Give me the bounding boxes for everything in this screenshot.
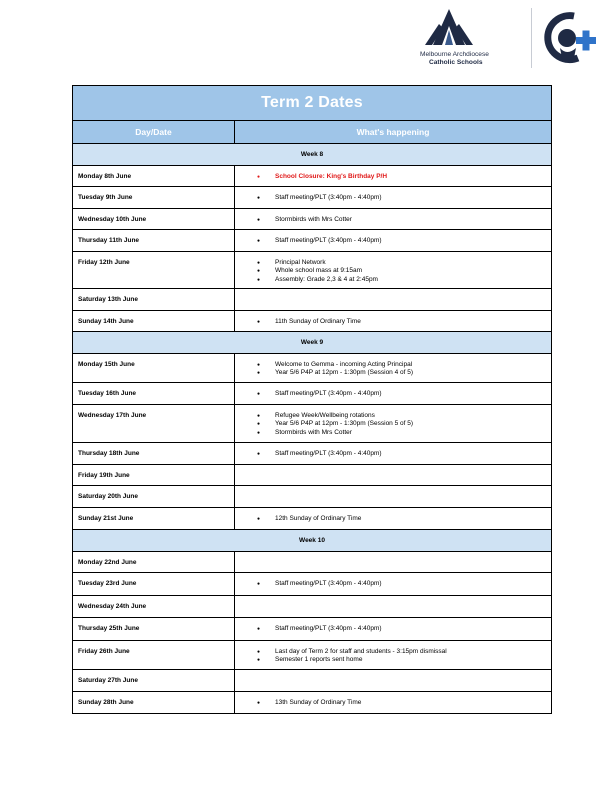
event-list [235, 216, 551, 224]
day-events [235, 405, 552, 443]
event-list [235, 361, 551, 378]
event-item: ● Staff meeting/PLT (3:40pm - 4:40pm) [257, 237, 551, 245]
table-row [73, 289, 552, 311]
event-item: ● Staff meeting/PLT (3:40pm - 4:40pm) [257, 450, 551, 458]
day-events [235, 618, 552, 641]
table-row [73, 311, 552, 332]
day-events [235, 508, 552, 530]
event-list [235, 412, 551, 437]
day-date: Wednesday 10th June [73, 209, 235, 230]
day-date: Sunday 28th June [73, 692, 235, 714]
day-date: Thursday 11th June [73, 230, 235, 252]
table-row [73, 443, 552, 465]
day-events [235, 486, 552, 508]
col-header-events: What's happening [235, 121, 552, 144]
day-date: Thursday 25th June [73, 618, 235, 641]
day-date: Thursday 18th June [73, 443, 235, 465]
event-item: ● 13th Sunday of Ordinary Time [257, 699, 551, 707]
day-date: Monday 8th June [73, 166, 235, 187]
event-list [235, 318, 551, 326]
event-item: ● Year 5/6 P4P at 12pm - 1:30pm (Session 4 of 5) [257, 369, 551, 377]
day-date: Friday 12th June [73, 252, 235, 289]
day-date: Saturday 20th June [73, 486, 235, 508]
table-row [73, 166, 552, 187]
table-title-row [73, 86, 552, 121]
org-name-line1: Melbourne Archdiocese [420, 51, 489, 58]
table-row [73, 552, 552, 573]
day-events [235, 596, 552, 618]
event-item: ● Staff meeting/PLT (3:40pm - 4:40pm) [257, 580, 551, 588]
event-list [235, 259, 551, 284]
event-item: ● Principal Network [257, 259, 551, 267]
day-events [235, 692, 552, 714]
day-date: Monday 15th June [73, 354, 235, 383]
school-crest-icon [538, 8, 598, 68]
event-list [235, 699, 551, 707]
day-events [235, 443, 552, 465]
event-item: ● Stormbirds with Mrs Cotter [257, 216, 551, 224]
week-label: Week 10 [73, 530, 552, 552]
macs-logo-icon [422, 8, 476, 46]
day-events [235, 311, 552, 332]
table-row [73, 596, 552, 618]
week-row [73, 144, 552, 166]
day-events [235, 641, 552, 670]
event-item: ● Refugee Week/Wellbeing rotations [257, 412, 551, 420]
week-row [73, 332, 552, 354]
day-events [235, 552, 552, 573]
day-events [235, 573, 552, 596]
day-date: Monday 22nd June [73, 552, 235, 573]
day-events [235, 187, 552, 209]
table-row [73, 573, 552, 596]
table-row [73, 230, 552, 252]
table-row [73, 383, 552, 405]
table-row [73, 354, 552, 383]
event-item: ● Welcome to Gemma - incoming Acting Principal [257, 361, 551, 369]
day-date: Tuesday 23rd June [73, 573, 235, 596]
table-row [73, 692, 552, 714]
event-item: ● Staff meeting/PLT (3:40pm - 4:40pm) [257, 625, 551, 633]
event-item: ● Year 5/6 P4P at 12pm - 1:30pm (Session 5 of 5) [257, 420, 551, 428]
table-row [73, 618, 552, 641]
week-row [73, 530, 552, 552]
event-item-alert: ● School Closure: King's Birthday P/H [257, 173, 551, 181]
day-date: Saturday 13th June [73, 289, 235, 311]
week-label: Week 9 [73, 332, 552, 354]
event-item: ● Semester 1 reports sent home [257, 656, 551, 664]
day-date: Friday 19th June [73, 465, 235, 486]
week-label: Week 8 [73, 144, 552, 166]
table-row [73, 252, 552, 289]
logo-divider [531, 8, 532, 68]
table-row [73, 508, 552, 530]
event-list [235, 625, 551, 633]
table-row [73, 486, 552, 508]
table-row [73, 405, 552, 443]
day-date: Tuesday 16th June [73, 383, 235, 405]
event-item: ● 11th Sunday of Ordinary Time [257, 318, 551, 326]
day-date: Saturday 27th June [73, 670, 235, 692]
event-list [235, 173, 551, 181]
event-list [235, 237, 551, 245]
event-item: ● Assembly: Grade 2,3 & 4 at 2:45pm [257, 276, 551, 284]
event-item: ● Staff meeting/PLT (3:40pm - 4:40pm) [257, 390, 551, 398]
day-events [235, 670, 552, 692]
day-date: Friday 26th June [73, 641, 235, 670]
day-events [235, 289, 552, 311]
table-row [73, 670, 552, 692]
col-header-date: Day/Date [73, 121, 235, 144]
day-events [235, 252, 552, 289]
day-date: Wednesday 24th June [73, 596, 235, 618]
event-item: ● Whole school mass at 9:15am [257, 267, 551, 275]
table-row [73, 209, 552, 230]
table-title: Term 2 Dates [73, 86, 552, 121]
header-logos [420, 6, 600, 72]
day-date: Wednesday 17th June [73, 405, 235, 443]
term-dates-table [72, 85, 552, 714]
day-events [235, 354, 552, 383]
event-list [235, 450, 551, 458]
event-list [235, 515, 551, 523]
event-list [235, 648, 551, 665]
table-row [73, 641, 552, 670]
table-row [73, 187, 552, 209]
day-events [235, 230, 552, 252]
day-date: Sunday 14th June [73, 311, 235, 332]
day-events [235, 465, 552, 486]
event-item: ● Stormbirds with Mrs Cotter [257, 429, 551, 437]
event-item: ● Last day of Term 2 for staff and students - 3:15pm dismissal [257, 648, 551, 656]
event-list [235, 390, 551, 398]
org-name-line2: Catholic Schools [429, 59, 483, 66]
day-events [235, 383, 552, 405]
event-list [235, 580, 551, 588]
table-header-row [73, 121, 552, 144]
event-item: ● 12th Sunday of Ordinary Time [257, 515, 551, 523]
day-date: Tuesday 9th June [73, 187, 235, 209]
table-row [73, 465, 552, 486]
day-events [235, 209, 552, 230]
event-list [235, 194, 551, 202]
day-events [235, 166, 552, 187]
day-date: Sunday 21st June [73, 508, 235, 530]
event-item: ● Staff meeting/PLT (3:40pm - 4:40pm) [257, 194, 551, 202]
